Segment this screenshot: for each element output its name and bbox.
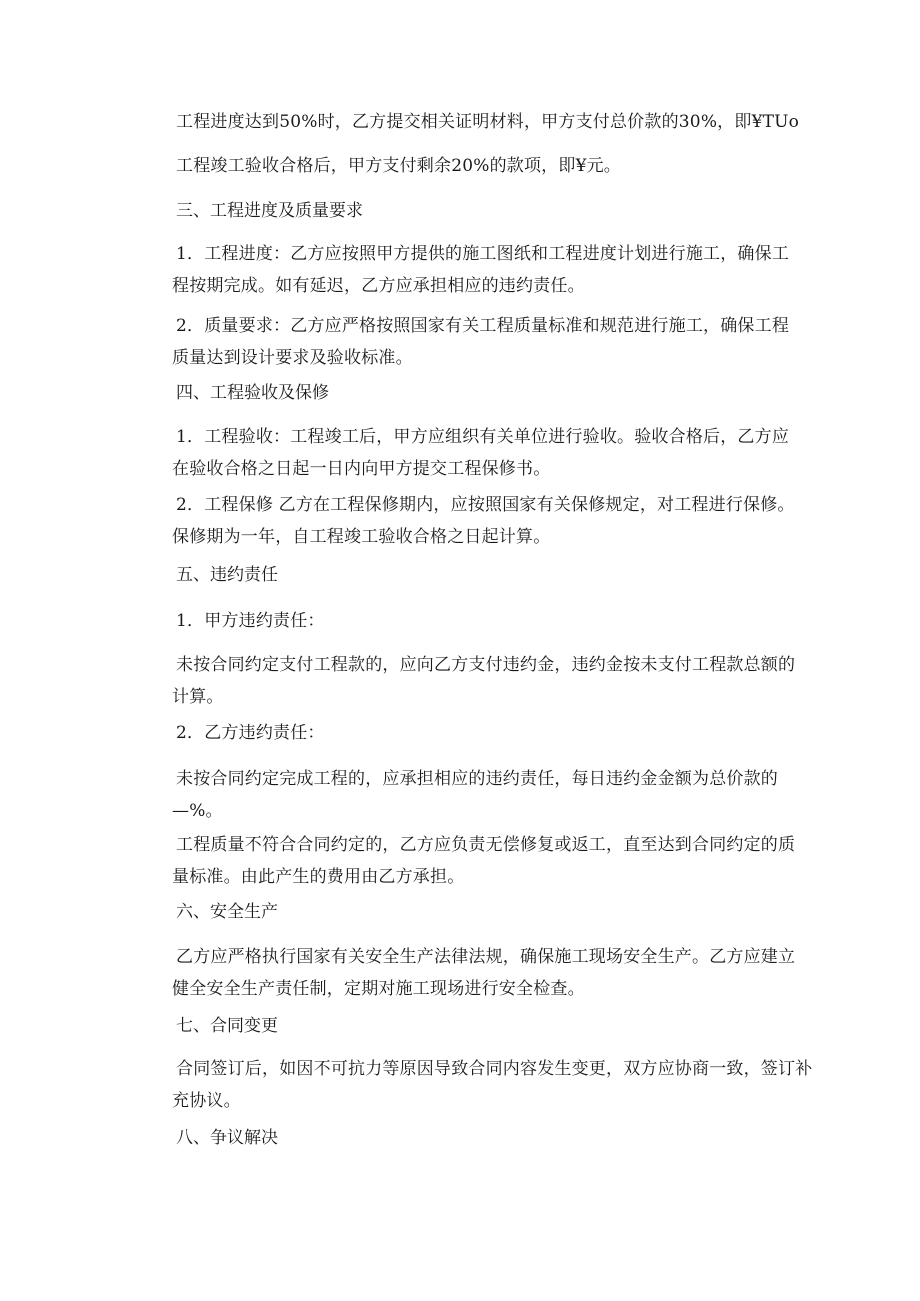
heading-text: 七、合同变更 — [176, 1016, 278, 1036]
paragraph-payment-progress — [176, 106, 800, 138]
text-line: 乙方应严格执行国家有关安全生产法律法规，确保施工现场安全生产。乙方应建立 — [176, 947, 796, 967]
section-heading-contract-change — [176, 1010, 278, 1042]
heading-text: 三、工程进度及质量要求 — [176, 201, 363, 221]
text-line: 工程进度达到50%时，乙方提交相关证明材料，甲方支付总价款的30%，即¥TUo — [176, 112, 800, 132]
paragraph-progress — [172, 238, 790, 302]
text-line: 2．乙方违约责任： — [176, 723, 325, 743]
text-line: 程按期完成。如有延迟，乙方应承担相应的违约责任。 — [172, 276, 585, 296]
text-line: 未按合同约定支付工程款的，应向乙方支付违约金，违约金按未支付工程款总额的 — [176, 655, 796, 675]
text-line: 1．甲方违约责任： — [176, 611, 325, 631]
heading-text: 六、安全生产 — [176, 902, 278, 922]
text-line: 计算。 — [172, 687, 224, 707]
paragraph-quality — [172, 310, 790, 374]
text-line: 1．工程验收：工程竣工后，甲方应组织有关单位进行验收。验收合格后，乙方应 — [176, 427, 790, 447]
text-line: 充协议。 — [172, 1091, 241, 1111]
text-line: 保修期为一年，自工程竣工验收合格之日起计算。 — [172, 527, 551, 547]
paragraph-party-a-breach-title — [176, 605, 788, 637]
paragraph-payment-final — [176, 150, 788, 182]
text-line: 质量达到设计要求及验收标准。 — [172, 348, 413, 368]
text-line: 未按合同约定完成工程的，应承担相应的违约责任，每日违约金金额为总价款的 — [176, 769, 778, 789]
text-line: 量标准。由此产生的费用由乙方承担。 — [172, 867, 465, 887]
heading-text: 四、工程验收及保修 — [176, 383, 329, 403]
heading-text: 五、违约责任 — [176, 565, 278, 585]
section-heading-safety — [176, 896, 278, 928]
section-heading-acceptance-warranty — [176, 377, 329, 409]
text-line: 工程质量不符合合同约定的，乙方应负责无偿修复或返工，直至达到合同约定的质 — [176, 835, 796, 855]
paragraph-party-a-breach — [172, 649, 796, 713]
section-heading-progress-quality — [176, 195, 363, 227]
text-line: 工程竣工验收合格后，甲方支付剩余20%的款项，即¥元。 — [176, 156, 621, 176]
text-line: —%。 — [172, 801, 223, 821]
text-line: 1．工程进度：乙方应按照甲方提供的施工图纸和工程进度计划进行施工，确保工 — [176, 244, 790, 264]
text-line: 2．质量要求：乙方应严格按照国家有关工程质量标准和规范进行施工，确保工程 — [176, 316, 790, 336]
section-heading-breach — [176, 559, 278, 591]
paragraph-warranty — [172, 489, 795, 553]
text-line: 在验收合格之日起一日内向甲方提交工程保修书。 — [172, 459, 551, 479]
text-line: 健全安全生产责任制，定期对施工现场进行安全检查。 — [172, 979, 585, 999]
paragraph-contract-change — [172, 1053, 813, 1117]
paragraph-party-b-breach-title — [176, 717, 788, 749]
text-line: 合同签订后，如因不可抗力等原因导致合同内容发生变更，双方应协商一致，签订补 — [176, 1059, 813, 1079]
paragraph-quality-noncompliance — [172, 829, 796, 893]
paragraph-party-b-breach — [172, 763, 788, 827]
heading-text: 八、争议解决 — [176, 1128, 278, 1148]
section-heading-dispute — [176, 1122, 278, 1154]
paragraph-safety — [172, 941, 796, 1005]
text-line: 2．工程保修 乙方在工程保修期内，应按照国家有关保修规定，对工程进行保修。 — [176, 495, 795, 515]
paragraph-acceptance — [172, 421, 790, 485]
